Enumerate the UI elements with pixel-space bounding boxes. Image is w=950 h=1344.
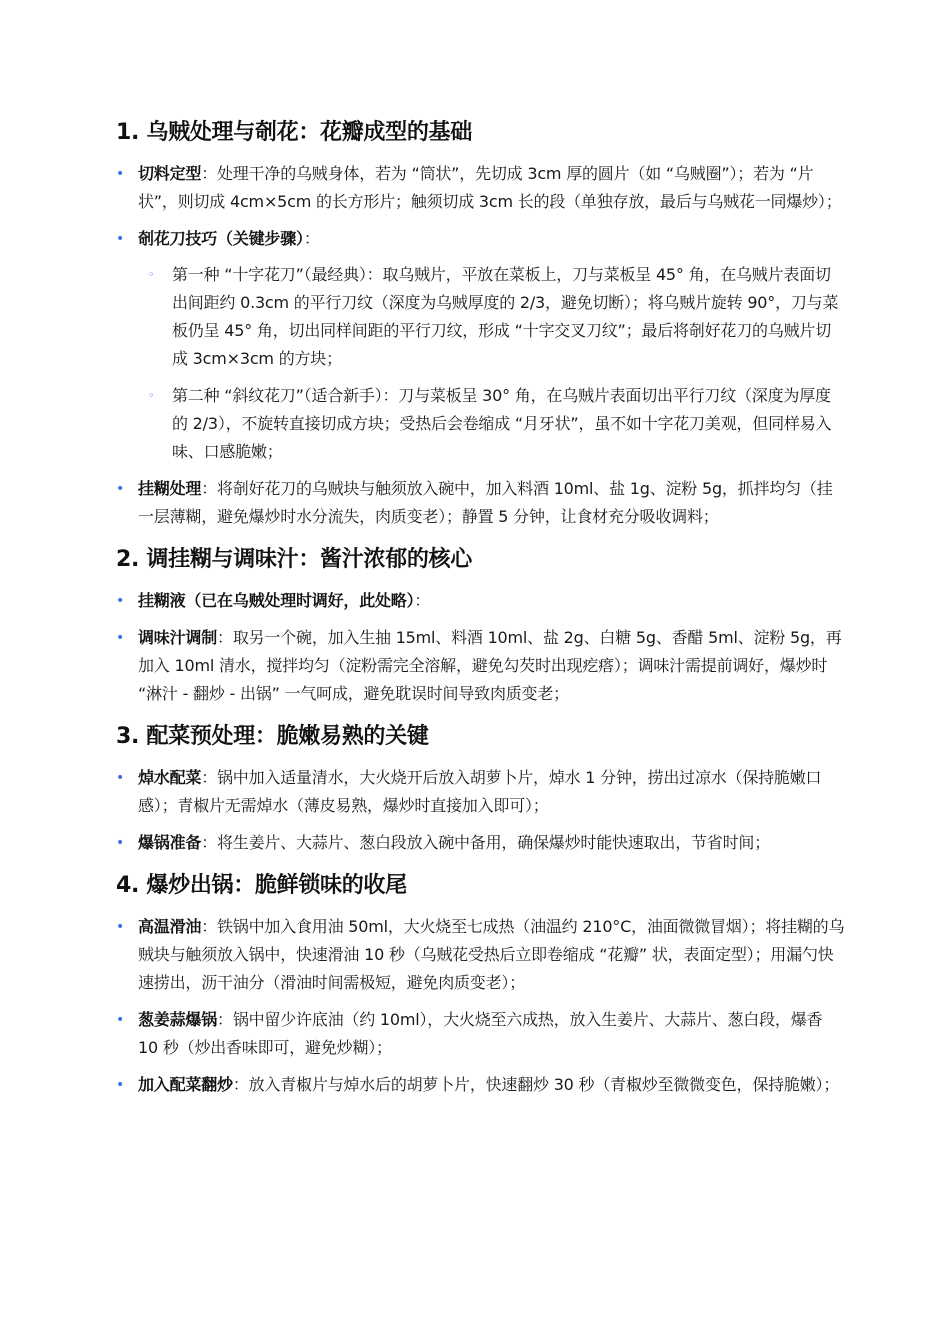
item-label: 焯水配菜 (138, 768, 202, 787)
item-label: 加入配菜翻炒 (138, 1075, 233, 1094)
item-label: 葱姜蒜爆锅 (138, 1010, 218, 1029)
bullet-dot-icon: • (116, 231, 125, 247)
list-item (116, 913, 846, 997)
item-text: ：铁锅中加入食用油 50ml，大火烧至七成热（油温约 210°C，油面微微冒烟）；将挂糊的乌贼块与触须放入锅中，快速滑油 10 秒（乌贼花受热后立即卷缩成 “花瓣” 状，表面定型）；用漏勺快速捞出，沥干油分（滑油时间需极短，避免肉质变老）； (138, 917, 845, 992)
item-label: 高温滑油 (138, 917, 202, 936)
section-title: 4. 爆炒出锅：脆鲜锁味的收尾 (116, 873, 407, 898)
item-text: ：锅中留少许底油（约 10ml），大火烧至六成热，放入生姜片、大蒜片、葱白段，爆香 10 秒（炒出香味即可，避免炒糊）； (138, 1010, 823, 1057)
bullet-list (116, 913, 846, 1099)
item-text: ：取另一个碗，加入生抽 15ml、料酒 10ml、盐 2g、白糖 5g、香醋 5ml、淀粉 5g，再加入 10ml 清水，搅拌均匀（淀粉需完全溶解，避免勾芡时出现疙瘩）；调味汁需提前调好，爆炒时 “淋汁 - 翻炒 - 出锅” 一气呵成，避免耽误时间导致肉质变老； (138, 628, 842, 703)
document-content (116, 114, 846, 1108)
list-item (116, 624, 846, 708)
item-text: ：锅中加入适量清水，大火烧开后放入胡萝卜片，焯水 1 分钟，捞出过凉水（保持脆嫩口感）；青椒片无需焯水（薄皮易熟，爆炒时直接加入即可）； (138, 768, 822, 815)
sub-list-item (138, 261, 846, 373)
list-item (116, 160, 846, 216)
bullet-dot-icon: • (116, 630, 125, 646)
section-title: 3. 配菜预处理：脆嫩易熟的关键 (116, 724, 429, 749)
item-text: ： (414, 591, 431, 610)
sub-item-text: 第二种 “斜纹花刀”（适合新手）：刀与菜板呈 30° 角，在乌贼片表面切出平行刀纹（深度为厚度的 2/3），不旋转直接切成方块；受热后会卷缩成 “月牙状”，虽不如十字花刀美观，但同样易入味、口感脆嫩； (172, 386, 832, 461)
bullet-list (116, 764, 846, 857)
section-3 (116, 718, 846, 857)
list-item (116, 764, 846, 820)
item-text: ：将剞好花刀的乌贼块与触须放入碗中，加入料酒 10ml、盐 1g、淀粉 5g，抓拌均匀（挂一层薄糊，避免爆炒时水分流失，肉质变老）；静置 5 分钟，让食材充分吸收调料； (138, 479, 833, 526)
item-text: ：放入青椒片与焯水后的胡萝卜片，快速翻炒 30 秒（青椒炒至微微变色，保持脆嫩）； (232, 1075, 840, 1094)
list-item (116, 1006, 846, 1062)
bullet-dot-icon: • (116, 835, 125, 851)
item-label: 爆锅准备 (138, 833, 202, 852)
item-text: ：处理干净的乌贼身体，若为 “筒状”，先切成 3cm 厚的圆片（如 “乌贼圈”）；若为 “片状”，则切成 4cm×5cm 的长方形片；触须切成 3cm 长的段（单独存放，最后与乌贼花一同爆炒）； (138, 164, 842, 211)
sub-item-text: 第一种 “十字花刀”（最经典）：取乌贼片，平放在菜板上，刀与菜板呈 45° 角，在乌贼片表面切出间距约 0.3cm 的平行刀纹（深度为乌贼厚度的 2/3，避免切断）；将乌贼片旋转 90°，刀与菜板仍呈 45° 角，切出同样间距的平行刀纹，形成 “十字交叉刀纹”；最后将剞好花刀的乌贼片切成 3cm×3cm 的方块； (172, 265, 839, 368)
item-label: 调味汁调制 (138, 628, 218, 647)
bullet-dot-icon: • (116, 481, 125, 497)
item-label: 切料定型 (138, 164, 202, 183)
item-label: 挂糊液（已在乌贼处理时调好，此处略） (138, 591, 415, 610)
bullet-dot-icon: • (116, 1012, 125, 1028)
bullet-list (116, 160, 846, 531)
bullet-dot-icon: • (116, 770, 125, 786)
sub-bullet-list (138, 261, 846, 466)
sub-list-item (138, 382, 846, 466)
bullet-dot-icon: • (116, 593, 125, 609)
list-item (116, 829, 846, 857)
section-4 (116, 867, 846, 1099)
section-1 (116, 114, 846, 531)
bullet-dot-icon: • (116, 1077, 125, 1093)
item-text: ：将生姜片、大蒜片、葱白段放入碗中备用，确保爆炒时能快速取出，节省时间； (201, 833, 771, 852)
bullet-circle-icon: ◦ (148, 268, 155, 281)
item-text: ： (303, 229, 320, 248)
list-item (116, 475, 846, 531)
section-title: 2. 调挂糊与调味汁：酱汁浓郁的核心 (116, 547, 472, 572)
list-item (116, 1071, 846, 1099)
section-title: 1. 乌贼处理与剞花：花瓣成型的基础 (116, 120, 472, 145)
bullet-list (116, 587, 846, 708)
bullet-dot-icon: • (116, 166, 125, 182)
list-item (116, 225, 846, 466)
bullet-circle-icon: ◦ (148, 389, 155, 402)
section-2 (116, 541, 846, 708)
list-item (116, 587, 846, 615)
bullet-dot-icon: • (116, 919, 125, 935)
item-label: 剞花刀技巧（关键步骤） (138, 229, 304, 248)
item-label: 挂糊处理 (138, 479, 202, 498)
